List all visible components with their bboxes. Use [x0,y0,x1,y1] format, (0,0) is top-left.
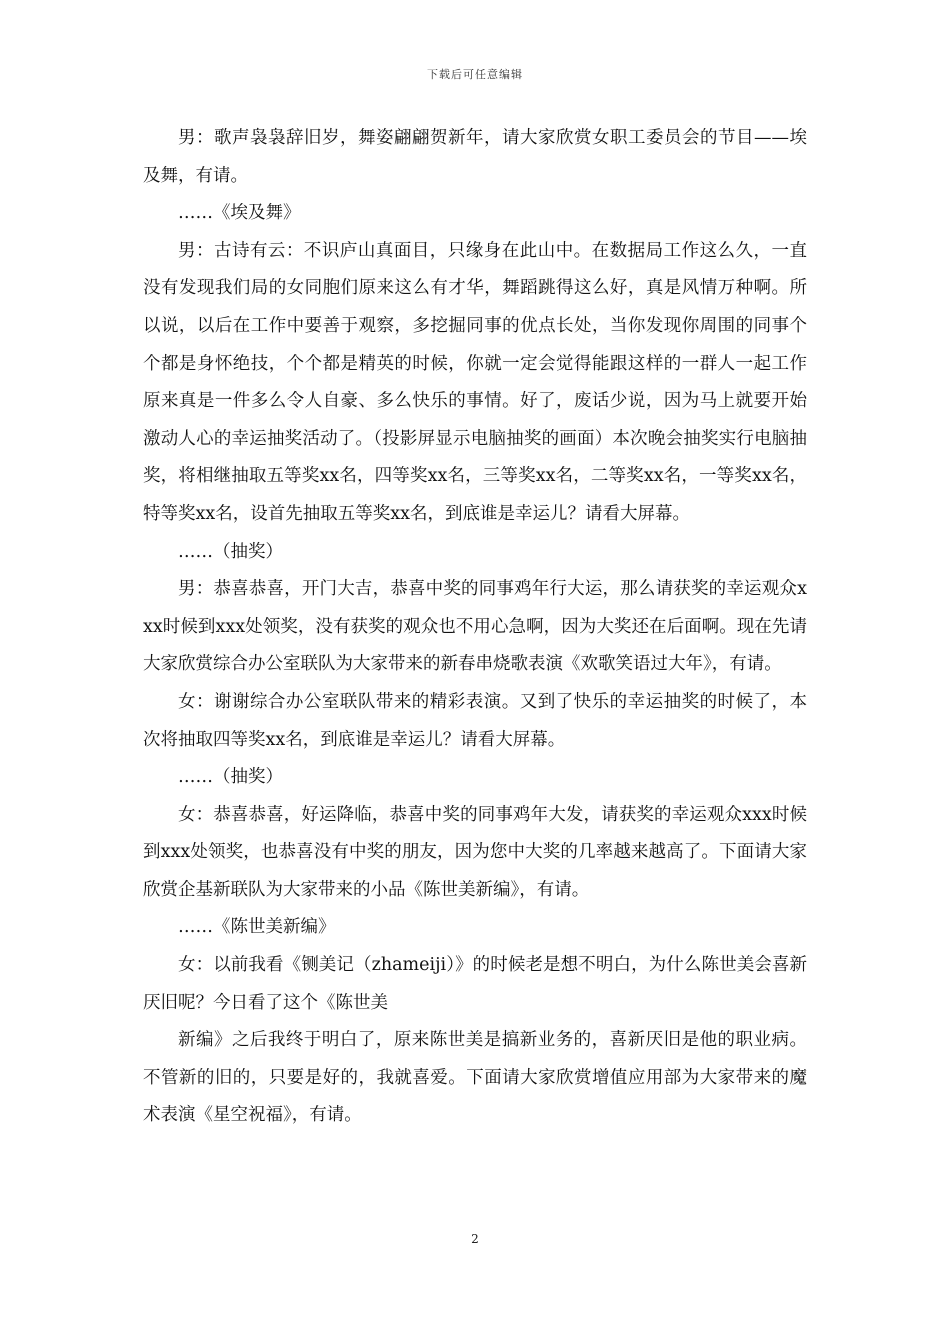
paragraph: ……《陈世美新编》 [178,917,336,938]
paragraph: ……《埃及舞》 [178,203,301,224]
paragraph: 女：恭喜恭喜，好运降临，恭喜中奖的同事鸡年大发，请获奖的幸运观众xxx时候到xxx处领奖，也恭喜没有中奖的朋友，因为您中大奖的几率越来越高了。下面请大家欣赏企基新联队为大家带来的小品《陈世美新编》，有请。 [143,804,807,900]
paragraph: 新编》之后我终于明白了，原来陈世美是搞新业务的，喜新厌旧是他的职业病。不管新的旧的，只要是好的，我就喜爱。下面请大家欣赏增值应用部为大家带来的魔术表演《星空祝福》，有请。 [143,1030,807,1126]
page-number: 2 [471,1232,479,1246]
paragraph: 女：以前我看《铡美记（zhameiji）》的时候老是想不明白，为什么陈世美会喜新厌旧呢？今日看了这个《陈世美 [143,955,807,1013]
paragraph: ……（抽奖） [178,541,283,562]
paragraph: 男：古诗有云：不识庐山真面目，只缘身在此山中。在数据局工作这么久，一直没有发现我们局的女同胞们原来这么有才华，舞蹈跳得这么好，真是风情万种啊。所以说，以后在工作中要善于观察，多挖掘同事的优点长处，当你发现你周围的同事个个都是身怀绝技，个个都是精英的时候，你就一定会觉得能跟这样的一群人一起工作原来真是一件多么令人自豪、多么快乐的事情。好了，废话少说，因为马上就要开始激动人心的幸运抽奖活动了。（投影屏显示电脑抽奖的画面）本次晚会抽奖实行电脑抽奖，将相继抽取五等奖xx名，四等奖xx名，三等奖xx名，二等奖xx名，一等奖xx名，特等奖xx名，设首先抽取五等奖xx名，到底谁是幸运儿？请看大屏幕。 [143,240,807,524]
paragraph: 男：歌声袅袅辞旧岁，舞姿翩翩贺新年，请大家欣赏女职工委员会的节目——埃及舞，有请。 [143,128,807,186]
page-header: 下载后可任意编辑 [427,68,523,81]
paragraph: 男：恭喜恭喜，开门大吉，恭喜中奖的同事鸡年行大运，那么请获奖的幸运观众xxx时候到xxx处领奖，没有获奖的观众也不用心急啊，因为大奖还在后面啊。现在先请大家欣赏综合办公室联队为大家带来的新春串烧歌表演《欢歌笑语过大年》，有请。 [143,579,807,675]
paragraph: 女：谢谢综合办公室联队带来的精彩表演。又到了快乐的幸运抽奖的时候了，本次将抽取四等奖xx名，到底谁是幸运儿？请看大屏幕。 [143,691,807,750]
paragraph: ……（抽奖） [178,767,283,788]
document-body [143,120,807,1135]
